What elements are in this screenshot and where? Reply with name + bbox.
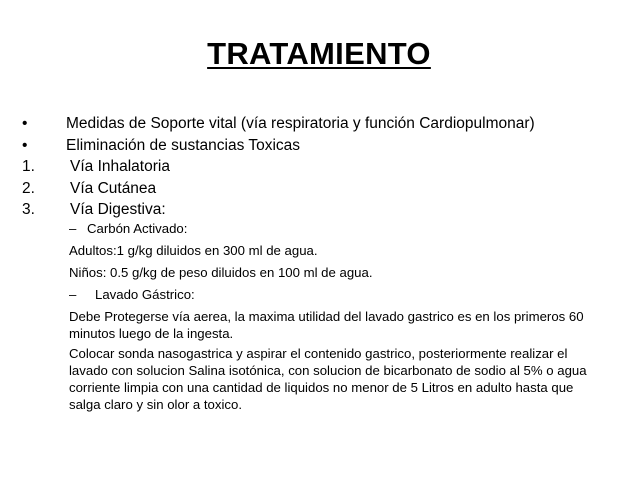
bullet-marker: • bbox=[22, 115, 28, 132]
lavado-heading-line bbox=[69, 286, 599, 303]
dash-marker: – bbox=[69, 287, 77, 302]
numbered-item bbox=[22, 199, 622, 221]
numbered-text: Vía Inhalatoria bbox=[70, 158, 170, 175]
lavado-heading: Lavado Gástrico: bbox=[95, 287, 195, 302]
slide-title: TRATAMIENTO bbox=[207, 36, 431, 71]
lavado-paragraph-1: Debe Protegerse vía aerea, la maxima utilidad del lavado gastrico es en los primeros 60 minutos luego de la ingesta. bbox=[69, 309, 584, 341]
adultos-dose: Adultos:1 g/kg diluidos en 300 ml de agua. bbox=[69, 243, 318, 258]
bullet-item bbox=[22, 113, 622, 135]
numbered-text: Vía Cutánea bbox=[70, 179, 157, 197]
numbered-text: Vía Digestiva: bbox=[70, 201, 166, 218]
carbon-heading-line bbox=[69, 220, 599, 237]
dash-marker: – bbox=[69, 221, 77, 236]
bullet-item bbox=[22, 135, 622, 157]
numbered-item bbox=[22, 156, 622, 178]
numbered-item bbox=[22, 178, 622, 200]
ninos-dose: Niños: 0.5 g/kg de peso diluidos en 100 ml de agua. bbox=[69, 265, 373, 280]
bullet-text: Medidas de Soporte vital (vía respiratoria y función Cardiopulmonar) bbox=[66, 115, 535, 132]
number-marker: 3. bbox=[22, 201, 35, 218]
number-marker: 2. bbox=[22, 179, 35, 197]
carbon-heading: Carbón Activado: bbox=[87, 221, 188, 236]
digestive-details bbox=[69, 220, 599, 416]
bullet-marker: • bbox=[22, 136, 28, 154]
lavado-paragraph-2: Colocar sonda nasogastrica y aspirar el contenido gastrico, posteriormente realizar el lavado con solucion Salina isotónica, con solucion de bicarbonato de sodio al 5% o agua corriente limpia con una cantidad de liquidos no menor de 5 Litros en adulto hasta que salga claro y sin olor a toxico. bbox=[69, 346, 587, 412]
bullet-text: Eliminación de sustancias Toxicas bbox=[66, 136, 301, 154]
main-list bbox=[22, 113, 622, 221]
number-marker: 1. bbox=[22, 158, 35, 175]
